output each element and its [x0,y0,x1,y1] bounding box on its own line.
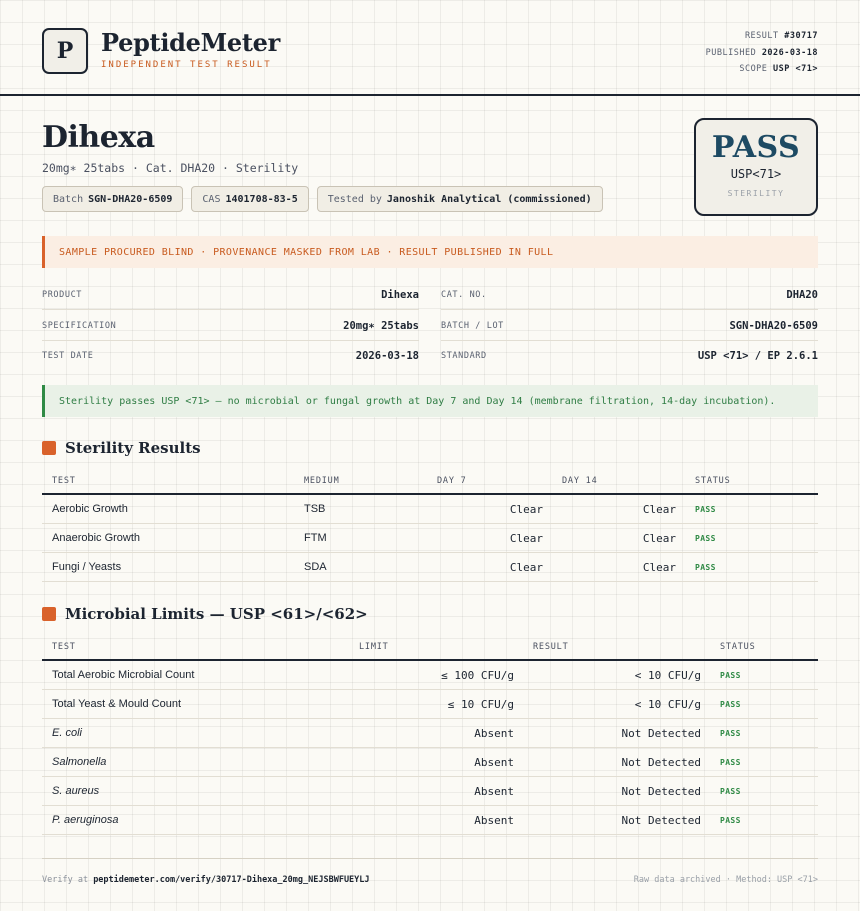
table-row [42,748,818,777]
cas-chip-label: CAS [202,193,221,205]
column-header: DAY 14 [562,476,598,486]
result-value: Not Detected [621,785,701,798]
column-header: RESULT [533,642,569,652]
result-id: #30717 [784,31,818,41]
day7-result: Clear [509,561,543,574]
archive-method-note: Raw data archived · Method: USP <71> [633,875,818,885]
tested-by-value: Janoshik Analytical (commissioned) [386,193,592,205]
batch-chip-value: SGN-DHA20-6509 [88,193,173,205]
verdict-badge [694,118,818,216]
section-heading: Microbial Limits — USP <61>/<62> [65,605,368,623]
info-test-date [42,341,419,371]
product-title: Dihexa [42,120,155,155]
info-value: SGN-DHA20-6509 [729,319,818,332]
result-label: RESULT [744,31,779,41]
report-footer [42,858,818,898]
status-badge: PASS [720,816,741,825]
result-value: < 10 CFU/g [634,698,701,711]
test-name: E. coli [52,727,82,739]
table-row [42,777,818,806]
info-product [42,280,419,310]
info-value: USP <71> / EP 2.6.1 [697,350,818,362]
scope-value: USP <71> [773,64,818,74]
verdict-scope: STERILITY [727,189,785,198]
table-row [42,806,818,835]
info-label: CAT. NO. [441,289,487,300]
table-row [42,719,818,748]
info-value: Dihexa [381,288,419,301]
day14-result: Clear [642,561,676,574]
medium: FTM [304,532,327,544]
microbial-table [42,633,818,835]
status-badge: PASS [695,505,716,514]
table-row [42,661,818,690]
product-subtitle: 20mg∗ 25tabs · Cat. DHA20 · Sterility [42,161,299,175]
published-label: PUBLISHED [705,47,757,58]
result-summary-note: Sterility passes USP <71> — no microbial or fungal growth at Day 7 and Day 14 (membrane filtration, 14-day incubation). [42,385,818,417]
info-label: SPECIFICATION [42,320,117,331]
info-value: DHA20 [786,288,818,301]
result-value: Not Detected [621,814,701,827]
section-heading: Sterility Results [65,439,201,457]
report-header [0,0,860,96]
limit-value: Absent [474,727,514,740]
info-value: 20mg∗ 25tabs [343,319,419,332]
cas-chip [191,186,308,212]
report-meta [706,28,818,78]
cas-chip-value: 1401708-83-5 [225,193,298,205]
status-badge: PASS [720,671,741,680]
section-marker-icon [42,607,56,621]
table-header [42,633,818,661]
sterility-section-title [42,439,201,457]
info-standard [441,341,818,371]
medium: TSB [304,503,326,515]
test-name: Salmonella [52,756,107,768]
status-badge: PASS [695,563,716,572]
column-header: STATUS [695,476,731,486]
info-catno [441,280,818,310]
column-header: MEDIUM [304,476,340,486]
sterility-table [42,467,818,582]
limit-value: ≤ 10 CFU/g [447,698,514,711]
info-batch [441,311,818,341]
batch-chip [42,186,183,212]
limit-value: Absent [474,785,514,798]
column-header: DAY 7 [437,476,467,486]
status-badge: PASS [695,534,716,543]
batch-chip-label: Batch [53,193,84,205]
info-label: BATCH / LOT [441,320,504,331]
brand-tagline: INDEPENDENT TEST RESULT [101,60,272,70]
result-value: Not Detected [621,756,701,769]
verify-prefix: Verify at [42,875,89,885]
limit-value: ≤ 100 CFU/g [441,669,514,682]
published-date: 2026-03-18 [761,47,818,58]
product-chips [42,186,603,212]
section-marker-icon [42,441,56,455]
column-header: LIMIT [359,642,389,652]
test-name: Total Aerobic Microbial Count [52,669,195,681]
microbial-section-title [42,605,368,623]
verify-line [42,875,370,885]
limit-value: Absent [474,814,514,827]
status-badge: PASS [720,787,741,796]
column-header: TEST [52,476,76,486]
status-badge: PASS [720,758,741,767]
test-name: Total Yeast & Mould Count [52,698,182,710]
test-name: Fungi / Yeasts [52,561,122,573]
published-line [706,45,818,62]
column-header: TEST [52,642,76,652]
info-label: PRODUCT [42,289,83,300]
result-value: < 10 CFU/g [634,669,701,682]
verdict-text: PASS [711,130,801,165]
verify-link[interactable]: peptidemeter.com/verify/30717-Dihexa_20mg_NEJSBWFUEYLJ [93,875,370,885]
verdict-standard: USP<71> [730,167,782,181]
table-row [42,690,818,719]
info-label: TEST DATE [42,351,94,361]
day7-result: Clear [509,532,543,545]
day14-result: Clear [642,532,676,545]
info-value: 2026-03-18 [355,350,419,362]
column-header: STATUS [720,642,756,652]
logo-mark: P [42,28,88,74]
test-name: P. aeruginosa [52,814,119,826]
limit-value: Absent [474,756,514,769]
brand-name: PeptideMeter [101,28,280,57]
status-badge: PASS [720,729,741,738]
test-name: Aerobic Growth [52,503,128,515]
day7-result: Clear [509,503,543,516]
day14-result: Clear [642,503,676,516]
status-badge: PASS [720,700,741,709]
info-specification [42,311,419,341]
table-row [42,553,818,582]
table-row [42,524,818,553]
table-row [42,495,818,524]
table-header [42,467,818,495]
tested-by-label: Tested by [327,193,382,205]
result-id-line [706,28,818,45]
scope-label: SCOPE [739,64,768,74]
blind-procurement-notice: SAMPLE PROCURED BLIND · PROVENANCE MASKED FROM LAB · RESULT PUBLISHED IN FULL [42,236,818,268]
scope-line [706,61,818,78]
result-value: Not Detected [621,727,701,740]
tested-by-chip [317,186,603,212]
medium: SDA [304,561,327,573]
info-label: STANDARD [441,351,487,361]
test-name: S. aureus [52,785,100,797]
test-name: Anaerobic Growth [52,532,141,544]
